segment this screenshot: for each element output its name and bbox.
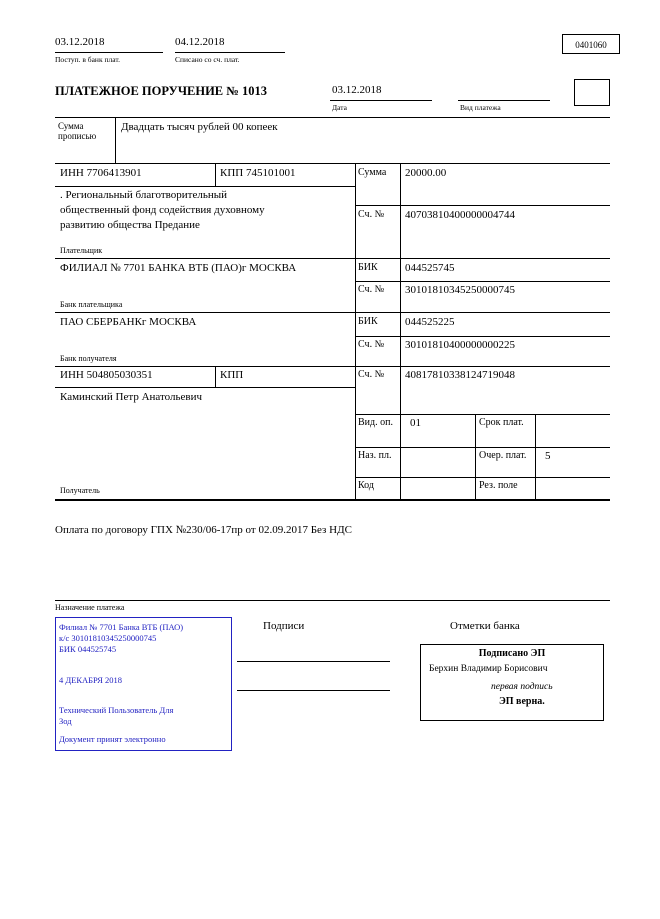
table-line <box>355 205 610 206</box>
ocher-plat-value: 5 <box>545 450 551 462</box>
payment-kind-label: Вид платежа <box>460 103 501 112</box>
payee-inn: ИНН 504805030351 <box>60 369 153 381</box>
form-code: 0401060 <box>575 40 607 50</box>
table-line <box>55 366 610 367</box>
table-line <box>355 477 610 478</box>
sum-value: 20000.00 <box>405 167 447 179</box>
kod-label: Код <box>358 480 374 491</box>
signature-line <box>237 661 390 662</box>
payee-account: 40817810338124719048 <box>405 369 515 381</box>
payee-bank-label: Банк получателя <box>60 354 117 363</box>
amount-words-label: Сумма прописью <box>58 121 97 142</box>
payer-label: Плательщик <box>60 246 103 255</box>
table-line <box>55 312 610 313</box>
ep-title: Подписано ЭП <box>478 648 546 659</box>
payer-account: 40703810400000004744 <box>405 209 515 221</box>
amount-words: Двадцать тысяч рублей 00 копеек <box>121 121 278 133</box>
table-line <box>535 414 536 499</box>
payee-bank-bik-label: БИК <box>358 316 378 327</box>
signatures-label: Подписи <box>263 620 305 632</box>
table-line <box>55 387 355 388</box>
payment-type-box <box>574 79 610 106</box>
stamp-line: 4 ДЕКАБРЯ 2018 <box>59 675 123 685</box>
payer-account-label: Сч. № <box>358 209 385 220</box>
payer-bank-bik-label: БИК <box>358 262 378 273</box>
signature-line <box>237 690 390 691</box>
table-line <box>355 281 610 282</box>
stamp-line: БИК 044525745 <box>59 644 117 654</box>
received-date: 03.12.2018 <box>55 36 105 48</box>
bank-marks-label: Отметки банка <box>450 620 520 632</box>
divider-line <box>458 100 550 101</box>
table-line <box>215 366 216 387</box>
debited-date: 04.12.2018 <box>175 36 225 48</box>
payee-label: Получатель <box>60 486 100 495</box>
divider-line <box>175 52 285 53</box>
payee-account-label: Сч. № <box>358 369 385 380</box>
payer-inn: ИНН 7706413901 <box>60 167 142 179</box>
payment-purpose-label: Назначение платежа <box>55 603 125 612</box>
ep-signature-stamp <box>420 644 604 721</box>
divider-line <box>330 100 432 101</box>
payer-bank-name: ФИЛИАЛ № 7701 БАНКА ВТБ (ПАО)г МОСКВА <box>60 262 297 274</box>
table-line <box>55 186 355 187</box>
divider-line <box>55 52 163 53</box>
payer-bank-bik: 044525745 <box>405 262 455 274</box>
srok-plat-label: Срок плат. <box>479 417 524 428</box>
form-code-box <box>562 34 620 54</box>
table-line <box>55 600 610 601</box>
vid-op-value: 01 <box>410 417 421 429</box>
table-line <box>355 336 610 337</box>
table-line <box>55 258 610 259</box>
stamp-line: Зод <box>59 716 72 726</box>
document-date: 03.12.2018 <box>332 84 382 96</box>
payee-bank-account: 30101810400000000225 <box>405 339 515 351</box>
ep-signature-kind: первая подпись <box>491 682 553 692</box>
received-label: Поступ. в банк плат. <box>55 55 120 64</box>
stamp-line: Филиал № 7701 Банка ВТБ (ПАО) <box>59 622 184 632</box>
debited-label: Списано со сч. плат. <box>175 55 240 64</box>
payer-bank-account-label: Сч. № <box>358 284 385 295</box>
payer-kpp: КПП 745101001 <box>220 167 296 179</box>
payer-name-line: общественный фонд содействия духовному <box>60 204 265 216</box>
ep-verified: ЭП верна. <box>499 696 545 707</box>
naz-pl-label: Наз. пл. <box>358 450 392 461</box>
ocher-plat-label: Очер. плат. <box>479 450 527 461</box>
stamp-line: Технический Пользователь Для <box>59 705 174 715</box>
vid-op-label: Вид. оп. <box>358 417 393 428</box>
payee-bank-bik: 044525225 <box>405 316 455 328</box>
bank-electronic-stamp <box>55 617 232 751</box>
payee-bank-account-label: Сч. № <box>358 339 385 350</box>
table-line <box>55 163 610 164</box>
stamp-line: к/с 30101810345250000745 <box>59 633 157 643</box>
table-line <box>355 414 610 415</box>
payer-bank-label: Банк плательщика <box>60 300 123 309</box>
ep-signer-name: Берхин Владимир Борисович <box>429 664 548 674</box>
payer-name-line: развитию общества Предание <box>60 219 200 231</box>
payee-bank-name: ПАО СБЕРБАНКг МОСКВА <box>60 316 197 328</box>
document-title: ПЛАТЕЖНОЕ ПОРУЧЕНИЕ № 1013 <box>55 84 267 98</box>
stamp-line: Документ принят электронно <box>59 734 166 744</box>
payee-name: Каминский Петр Анатольевич <box>60 391 203 403</box>
table-line <box>475 414 476 499</box>
table-line <box>400 163 401 499</box>
table-line <box>115 117 116 163</box>
payer-bank-account: 30101810345250000745 <box>405 284 515 296</box>
table-line <box>215 163 216 186</box>
rez-pole-label: Рез. поле <box>479 480 518 491</box>
document-date-label: Дата <box>332 103 347 112</box>
table-line <box>55 117 610 118</box>
table-line <box>355 163 356 499</box>
payee-kpp-label: КПП <box>220 369 244 381</box>
table-line <box>55 499 610 501</box>
sum-label: Сумма <box>358 167 387 178</box>
table-line <box>355 447 610 448</box>
payment-purpose-text: Оплата по договору ГПХ №230/06-17пр от 02.09.2017 Без НДС <box>55 524 352 536</box>
payer-name-line: . Региональный благотворительный <box>60 189 227 201</box>
